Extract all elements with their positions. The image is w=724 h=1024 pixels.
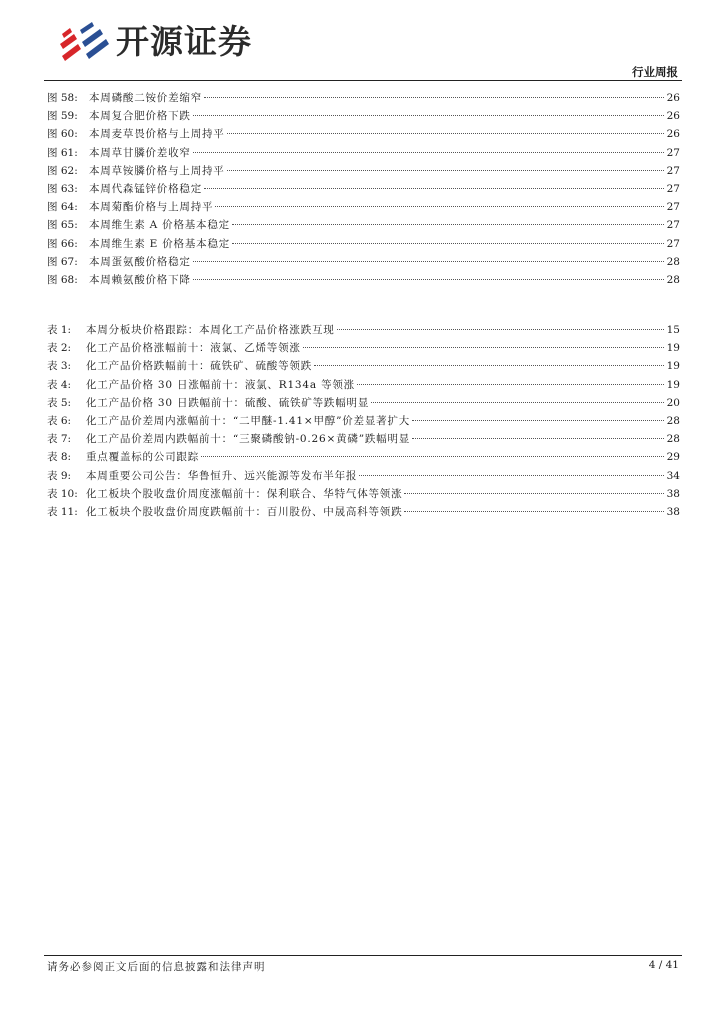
- entry-number: 图 62:: [47, 164, 78, 177]
- entry-page: 19: [666, 360, 680, 373]
- dot-leader: [404, 511, 664, 512]
- entry-page: 38: [666, 487, 680, 500]
- toc-entry-table[interactable]: [47, 430, 680, 448]
- entry-page: 27: [666, 237, 680, 250]
- dot-leader: [357, 384, 664, 385]
- entry-page: 28: [666, 414, 680, 427]
- toc-entry-table[interactable]: [47, 467, 680, 485]
- dot-leader: [193, 152, 664, 153]
- toc-entry-table[interactable]: [47, 321, 680, 339]
- entry-number: 图 59:: [47, 110, 78, 123]
- toc-entry-figure[interactable]: [47, 216, 680, 234]
- entry-page: 28: [666, 273, 680, 286]
- entry-title: 本周维生素 E 价格基本稳定: [89, 237, 231, 250]
- entry-title: 本周草铵膦价格与上周持平: [89, 164, 225, 177]
- toc-entry-table[interactable]: [47, 485, 680, 503]
- entry-title: 本周赖氨酸价格下降: [89, 273, 191, 286]
- entry-title: 化工产品价差周内涨幅前十：“二甲醚-1.41×甲醇”价差显著扩大: [86, 414, 411, 427]
- dot-leader: [371, 402, 664, 403]
- dot-leader: [193, 261, 664, 262]
- figure-list: [47, 89, 680, 289]
- toc-entry-table[interactable]: [47, 412, 680, 430]
- entry-page: 27: [666, 219, 680, 232]
- header-divider: [44, 80, 682, 81]
- dot-leader: [314, 365, 664, 366]
- entry-page: 26: [666, 110, 680, 123]
- table-list: [47, 321, 680, 521]
- entry-number: 图 68:: [47, 273, 78, 286]
- entry-page: 28: [666, 255, 680, 268]
- toc-entry-figure[interactable]: [47, 125, 680, 143]
- brand-mark-icon: [58, 20, 110, 64]
- dot-leader: [232, 243, 664, 244]
- entry-page: 27: [666, 201, 680, 214]
- entry-title: 本周维生素 A 价格基本稳定: [89, 219, 230, 232]
- toc-entry-table[interactable]: [47, 376, 680, 394]
- entry-number: 表 11:: [47, 505, 78, 518]
- dot-leader: [404, 493, 664, 494]
- report-type: 行业周报: [632, 65, 678, 79]
- entry-page: 29: [666, 451, 680, 464]
- toc-entry-table[interactable]: [47, 357, 680, 375]
- entry-page: 20: [666, 396, 680, 409]
- entry-page: 27: [666, 146, 680, 159]
- entry-page: 19: [666, 378, 680, 391]
- entry-number: 表 3:: [47, 360, 72, 373]
- entry-title: 本周蛋氨酸价格稳定: [89, 255, 191, 268]
- entry-title: 本周重要公司公告：华鲁恒升、远兴能源等发布半年报: [86, 469, 358, 482]
- entry-number: 图 60:: [47, 128, 78, 141]
- entry-title: 本周代森锰锌价格稳定: [89, 182, 202, 195]
- entry-number: 图 65:: [47, 219, 78, 232]
- dot-leader: [215, 206, 664, 207]
- entry-title: 本周磷酸二铵价差缩窄: [89, 92, 202, 104]
- dot-leader: [303, 347, 664, 348]
- entry-title: 化工产品价格 30 日涨幅前十：液氯、R134a 等领涨: [86, 378, 355, 391]
- entry-page: 34: [666, 469, 680, 482]
- entry-page: 28: [666, 433, 680, 446]
- entry-title: 化工板块个股收盘价周度跌幅前十：百川股份、中晟高科等领跌: [86, 505, 403, 518]
- entry-title: 化工产品价格 30 日跌幅前十：硫酸、硫铁矿等跌幅明显: [86, 396, 370, 409]
- toc-entry-figure[interactable]: [47, 162, 680, 180]
- entry-number: 图 64:: [47, 201, 78, 214]
- dot-leader: [193, 115, 664, 116]
- entry-number: 图 63:: [47, 182, 78, 195]
- entry-number: 表 6:: [47, 414, 72, 427]
- entry-title: 重点覆盖标的公司跟踪: [86, 451, 199, 464]
- dot-leader: [201, 456, 664, 457]
- toc-entry-table[interactable]: [47, 339, 680, 357]
- entry-title: 化工产品价差周内跌幅前十：“三聚磷酸钠-0.26×黄磷”跌幅明显: [86, 433, 411, 446]
- toc-entry-table[interactable]: [47, 394, 680, 412]
- entry-number: 表 10:: [47, 487, 78, 500]
- entry-number: 表 5:: [47, 396, 72, 409]
- toc-entry-figure[interactable]: [47, 235, 680, 253]
- entry-number: 表 2:: [47, 342, 72, 355]
- entry-title: 化工板块个股收盘价周度涨幅前十：保利联合、华特气体等领涨: [86, 487, 403, 500]
- entry-number: 表 7:: [47, 433, 72, 446]
- entry-page: 27: [666, 182, 680, 195]
- dot-leader: [193, 279, 664, 280]
- dot-leader: [232, 224, 664, 225]
- toc-entry-figure[interactable]: [47, 144, 680, 162]
- entry-title: 本周麦草畏价格与上周持平: [89, 128, 225, 141]
- toc-entry-table[interactable]: [47, 448, 680, 466]
- dot-leader: [359, 475, 664, 476]
- entry-title: 本周分板块价格跟踪：本周化工产品价格涨跌互现: [86, 324, 335, 336]
- toc-entry-table[interactable]: [47, 503, 680, 521]
- entry-title: 化工产品价格跌幅前十：硫铁矿、硫酸等领跌: [86, 360, 312, 373]
- entry-title: 本周菊酯价格与上周持平: [89, 201, 214, 214]
- entry-number: 图 61:: [47, 146, 78, 159]
- entry-number: 表 4:: [47, 378, 72, 391]
- footer-divider: [44, 955, 682, 956]
- company-name: 开源证券: [116, 22, 252, 61]
- entry-page: 26: [666, 128, 680, 141]
- entry-page: 27: [666, 164, 680, 177]
- entry-title: 本周草甘膦价差收窄: [89, 146, 191, 159]
- toc-entry-figure[interactable]: [47, 180, 680, 198]
- dot-leader: [204, 188, 664, 189]
- entry-title: 化工产品价格涨幅前十：液氯、乙烯等领涨: [86, 342, 301, 355]
- toc-entry-figure[interactable]: [47, 198, 680, 216]
- toc-entry-figure[interactable]: [47, 271, 680, 289]
- dot-leader: [337, 329, 664, 330]
- dot-leader: [412, 420, 664, 421]
- entry-page: 26: [666, 92, 680, 104]
- entry-page: 38: [666, 505, 680, 518]
- entry-number: 表 9:: [47, 469, 72, 482]
- dot-leader: [227, 133, 664, 134]
- footer-disclaimer: 请务必参阅正文后面的信息披露和法律声明: [47, 961, 266, 973]
- entry-number: 图 67:: [47, 255, 78, 268]
- dot-leader: [204, 97, 664, 98]
- entry-number: 表 8:: [47, 451, 72, 464]
- entry-page: 15: [666, 324, 680, 336]
- entry-number: 图 58:: [47, 92, 78, 104]
- toc-entry-figure[interactable]: [47, 107, 680, 125]
- dot-leader: [227, 170, 664, 171]
- toc-entry-figure[interactable]: [47, 253, 680, 271]
- entry-number: 表 1:: [47, 324, 72, 336]
- entry-title: 本周复合肥价格下跌: [89, 110, 191, 123]
- toc-entry-figure[interactable]: [47, 89, 680, 107]
- dot-leader: [412, 438, 664, 439]
- company-logo: [58, 20, 252, 64]
- page-number: 4 / 41: [648, 959, 679, 971]
- entry-page: 19: [666, 342, 680, 355]
- entry-number: 图 66:: [47, 237, 78, 250]
